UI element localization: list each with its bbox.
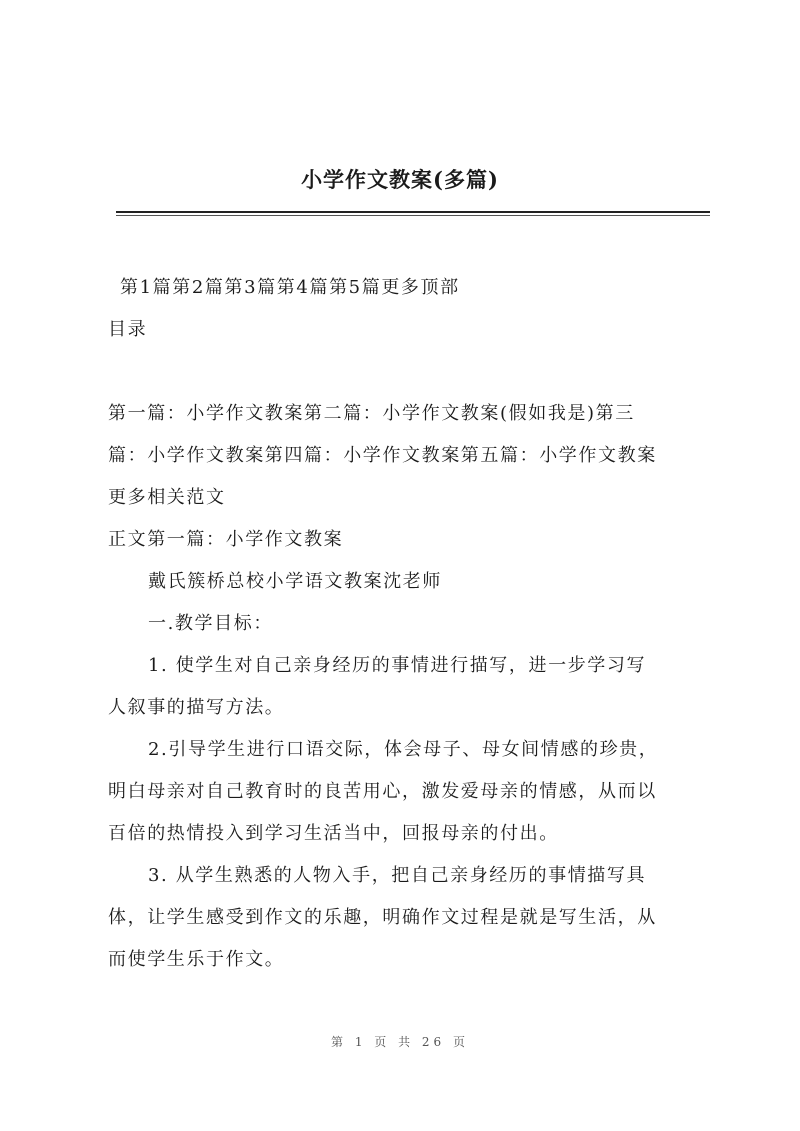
title-rule (116, 211, 710, 213)
nav-link-article-2[interactable]: 第2篇 (172, 277, 225, 298)
paragraph-line: 人叙事的描写方法。 (108, 697, 285, 718)
paragraph-line: 3. 从学生熟悉的人物入手，把自己亲身经历的事情描写具 (148, 865, 647, 886)
toc-line[interactable]: 篇：小学作文教案第四篇：小学作文教案第五篇：小学作文教案 (108, 445, 657, 466)
page-footer: 第 1 页 共 26 页 (331, 1035, 469, 1049)
article-nav (120, 275, 725, 301)
toc-line[interactable]: 第一篇：小学作文教案第二篇：小学作文教案(假如我是)第三 (108, 403, 635, 424)
paragraph-line: 而使学生乐于作文。 (108, 949, 285, 970)
section-heading: 一.教学目标： (148, 613, 273, 634)
document-title: 小学作文教案(多篇) (301, 167, 499, 192)
toc-line[interactable]: 更多相关范文 (108, 487, 226, 508)
nav-link-article-3[interactable]: 第3篇 (224, 277, 277, 298)
title-rule-thin (116, 215, 710, 216)
nav-link-more[interactable]: 更多 (381, 277, 421, 298)
nav-link-article-5[interactable]: 第5篇 (329, 277, 382, 298)
paragraph-line: 百倍的热情投入到学习生活当中，回报母亲的付出。 (108, 823, 559, 844)
paragraph-line: 1. 使学生对自己亲身经历的事情进行描写，进一步学习写 (148, 655, 647, 676)
body-heading: 正文第一篇：小学作文教案 (108, 529, 344, 550)
nav-link-top[interactable]: 顶部 (420, 277, 460, 298)
nav-link-article-1[interactable]: 第1篇 (120, 277, 173, 298)
toc-heading: 目录 (108, 319, 148, 340)
author-line: 戴氏簇桥总校小学语文教案沈老师 (148, 571, 442, 592)
paragraph-line: 2.引导学生进行口语交际，体会母子、母女间情感的珍贵， (148, 739, 659, 760)
paragraph-line: 明白母亲对自己教育时的良苦用心，激发爱母亲的情感，从而以 (108, 781, 657, 802)
nav-link-article-4[interactable]: 第4篇 (276, 277, 330, 298)
paragraph-line: 体，让学生感受到作文的乐趣，明确作文过程是就是写生活，从 (108, 907, 657, 928)
